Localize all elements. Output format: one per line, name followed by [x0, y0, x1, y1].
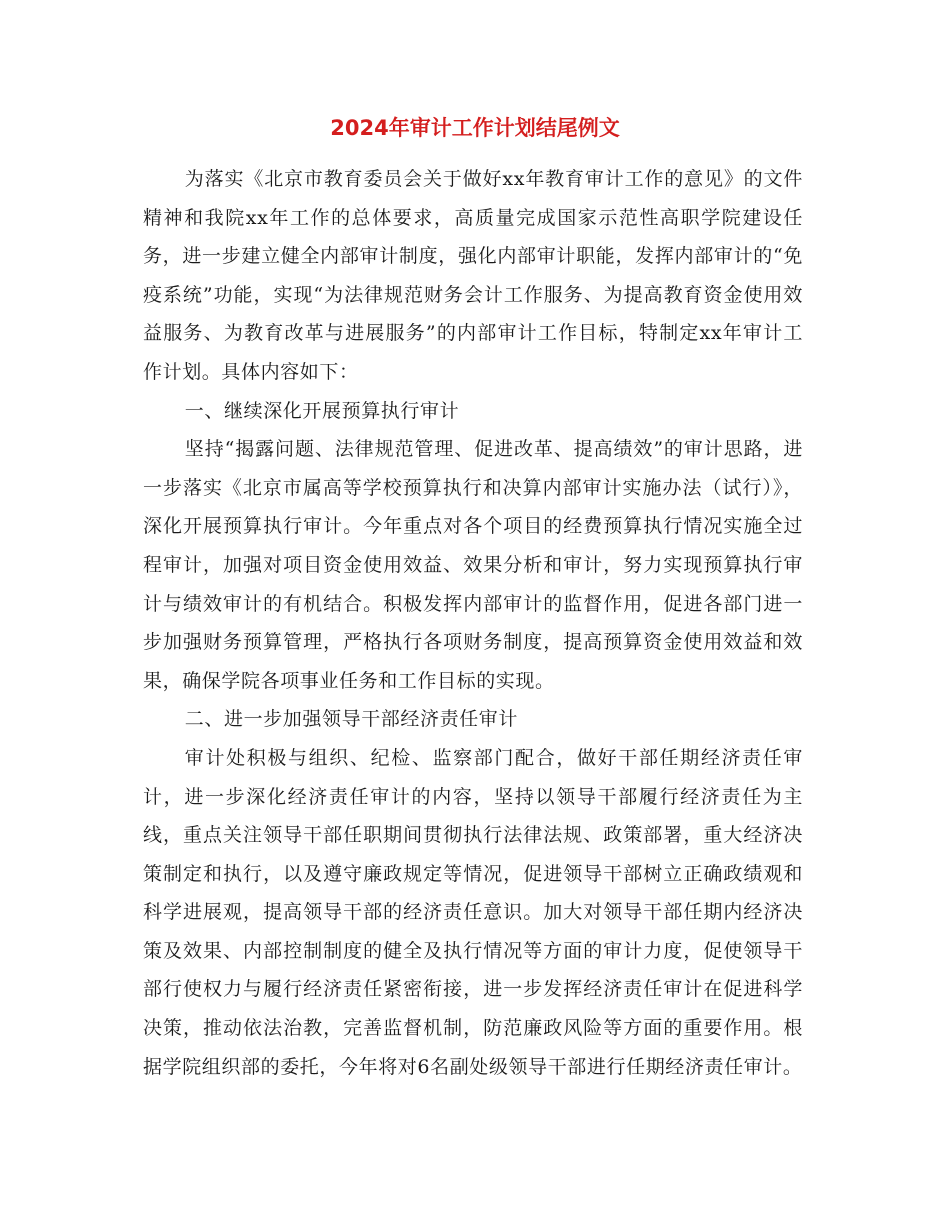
- section-1-paragraph: 坚持“揭露问题、法律规范管理、促进改革、提高绩效”的审计思路，进一步落实《北京市属高等学校预算执行和决算内部审计实施办法（试行）》，深化开展预算执行审计。今年重点对各个项目的经费预算执行情况实施全过程审计，加强对项目资金使用效益、效果分析和审计，努力实现预算执行审计与绩效审计的有机结合。积极发挥内部审计的监督作用，促进各部门进一步加强财务预算管理，严格执行各项财务制度，提高预算资金使用效益和效果，确保学院各项事业任务和工作目标的实现。: [143, 438, 803, 692]
- section-heading-2: 二、进一步加强领导干部经济责任审计: [184, 708, 518, 731]
- section-2-paragraph: 审计处积极与组织、纪检、监察部门配合，做好干部任期经济责任审计，进一步深化经济责任审计的内容，坚持以领导干部履行经济责任为主线，重点关注领导干部任职期间贯彻执行法律法规、政策部署，重大经济决策制定和执行，以及遵守廉政规定等情况，促进领导干部树立正确政绩观和科学进展观，提高领导干部的经济责任意识。加大对领导干部任期内经济决策及效果、内部控制制度的健全及执行情况等方面的审计力度，促使领导干部行使权力与履行经济责任紧密衔接，进一步发挥经济责任审计在促进科学决策，推动依法治教，完善监督机制，防范廉政风险等方面的重要作用。根据学院组织部的委托，今年将对6名副处级领导干部进行任期经济责任审计。: [143, 746, 803, 1078]
- section-heading-1: 一、继续深化开展预算执行审计: [184, 399, 460, 422]
- document-title: 2024年审计工作计划结尾例文: [330, 116, 620, 140]
- document-body: [143, 160, 803, 1086]
- intro-paragraph: 为落实《北京市教育委员会关于做好xx年教育审计工作的意见》的文件精神和我院xx年工作的总体要求，高质量完成国家示范性高职学院建设任务，进一步建立健全内部审计制度，强化内部审计职能，发挥内部审计的“免疫系统”功能，实现“为法律规范财务会计工作服务、为提高教育资金使用效益服务、为教育改革与进展服务”的内部审计工作目标，特制定xx年审计工作计划。具体内容如下：: [143, 168, 803, 383]
